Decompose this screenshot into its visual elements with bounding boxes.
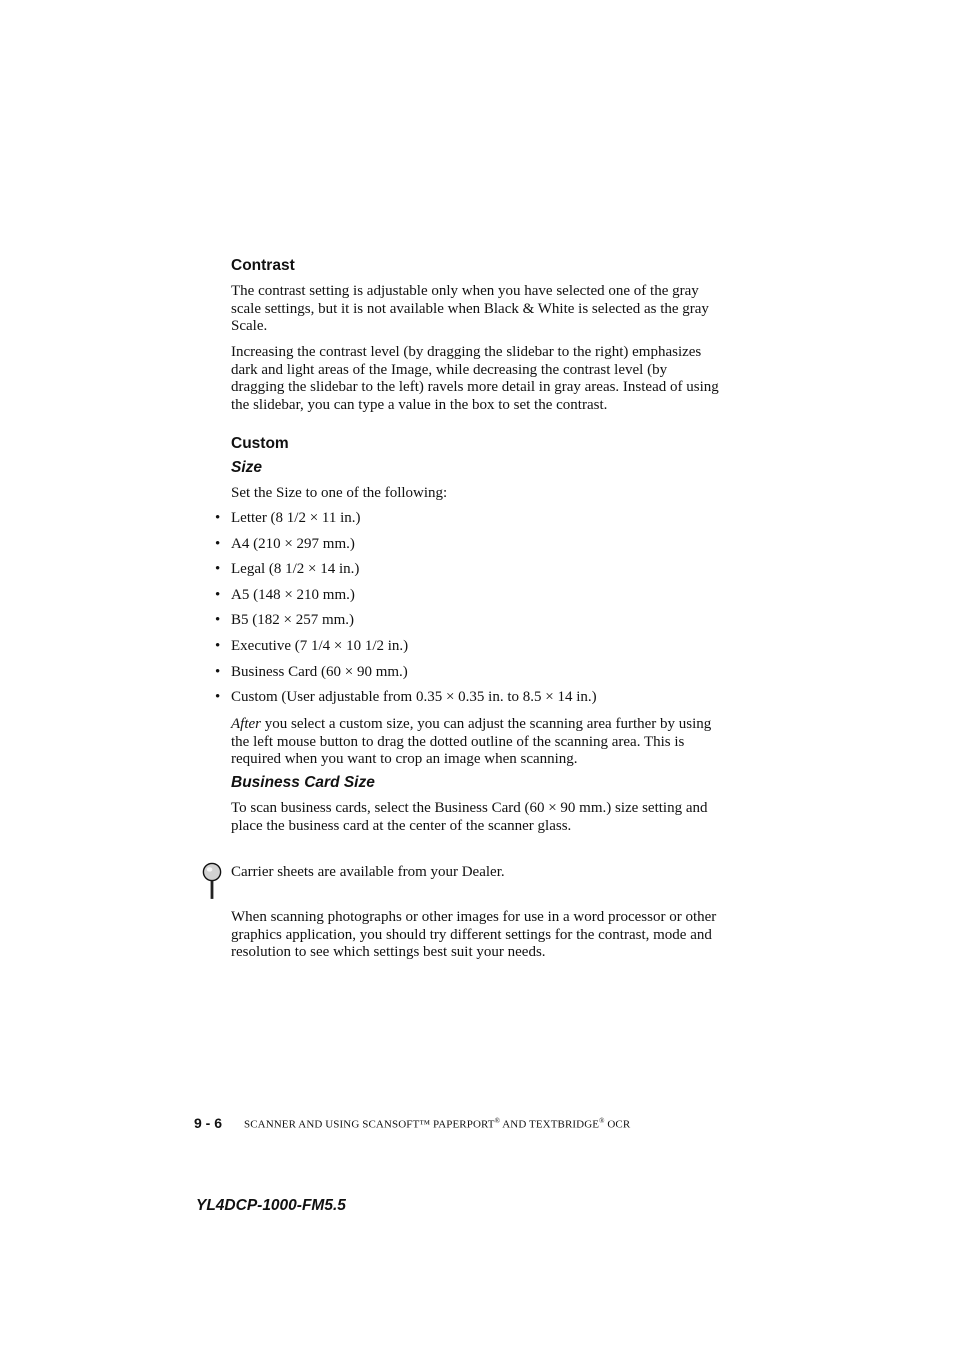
document-id: YL4DCP-1000-FM5.5 [196,1197,346,1214]
list-item [215,561,597,587]
list-item [215,536,597,562]
bullet: • [215,535,221,552]
size-option: A4 (210 × 297 mm.) [231,535,355,552]
list-item [215,587,597,613]
closing-paragraph: When scanning photographs or other images for use in a word processor or other graphics application, you should try different settings for the contrast, mode and resolution to see which settings best suit your needs. [231,909,717,961]
after-text: you select a custom size, you can adjust the scanning area further by using the left mouse button to drag the dotted outline of the scanning area. This is required when you want to crop an image when scanning. [231,716,712,768]
running-footer-title [244,1117,630,1131]
size-option: Business Card (60 × 90 mm.) [231,663,408,680]
size-option: Legal (8 1/2 × 14 in.) [231,561,360,578]
bullet: • [215,612,221,629]
list-item [215,689,597,715]
size-option: Letter (8 1/2 × 11 in.) [231,510,361,526]
contrast-heading: Contrast [231,257,295,274]
size-option: A5 (148 × 210 mm.) [231,586,355,603]
custom-heading: Custom [231,435,289,452]
bullet: • [215,586,221,603]
size-heading: Size [231,459,263,476]
bullet: • [215,561,221,578]
bullet: • [215,637,221,654]
note-text: Carrier sheets are available from your Dealer. [231,864,505,880]
list-item [215,612,597,638]
registered-mark: ® [494,1117,501,1125]
after-paragraph [231,716,723,769]
size-option: Custom (User adjustable from 0.35 × 0.35 in. to 8.5 × 14 in.) [231,689,597,706]
contrast-paragraph-2: Increasing the contrast level (by dragging the slidebar to the right) emphasizes dark and light areas of the Image, while decreasing the contrast level (by dragging the slidebar to the left) ravels more detail in gray areas. Instead of using the slidebar, you can type a value in the box to set the contrast. [231,344,719,414]
note-pin-icon [201,862,223,902]
business-card-heading: Business Card Size [231,774,375,791]
list-item [215,664,597,690]
size-option: B5 (182 × 257 mm.) [231,612,355,629]
size-intro: Set the Size to one of the following: [231,485,448,501]
after-italic: After [231,716,261,732]
bullet: • [215,689,221,706]
footer-title-part-3: OCR [604,1118,631,1131]
footer-title-part-2: AND TEXTBRIDGE [500,1118,600,1131]
list-item [215,510,597,536]
contrast-paragraph-1: The contrast setting is adjustable only when you have selected one of the gray scale settings, but it is not available when Black & White is selected as the gray Scale. [231,283,709,335]
size-list [215,510,597,715]
list-item [215,638,597,664]
bullet: • [215,663,221,680]
business-card-paragraph: To scan business cards, select the Business Card (60 × 90 mm.) size setting and place the business card at the center of the scanner glass. [231,800,708,834]
page-number: 9 - 6 [194,1115,223,1131]
bullet: • [215,510,221,526]
footer-title-part-1: SCANNER AND USING SCANSOFT™ PAPERPORT [244,1118,495,1131]
registered-mark: ® [599,1117,605,1125]
size-option: Executive (7 1/4 × 10 1/2 in.) [231,637,409,654]
